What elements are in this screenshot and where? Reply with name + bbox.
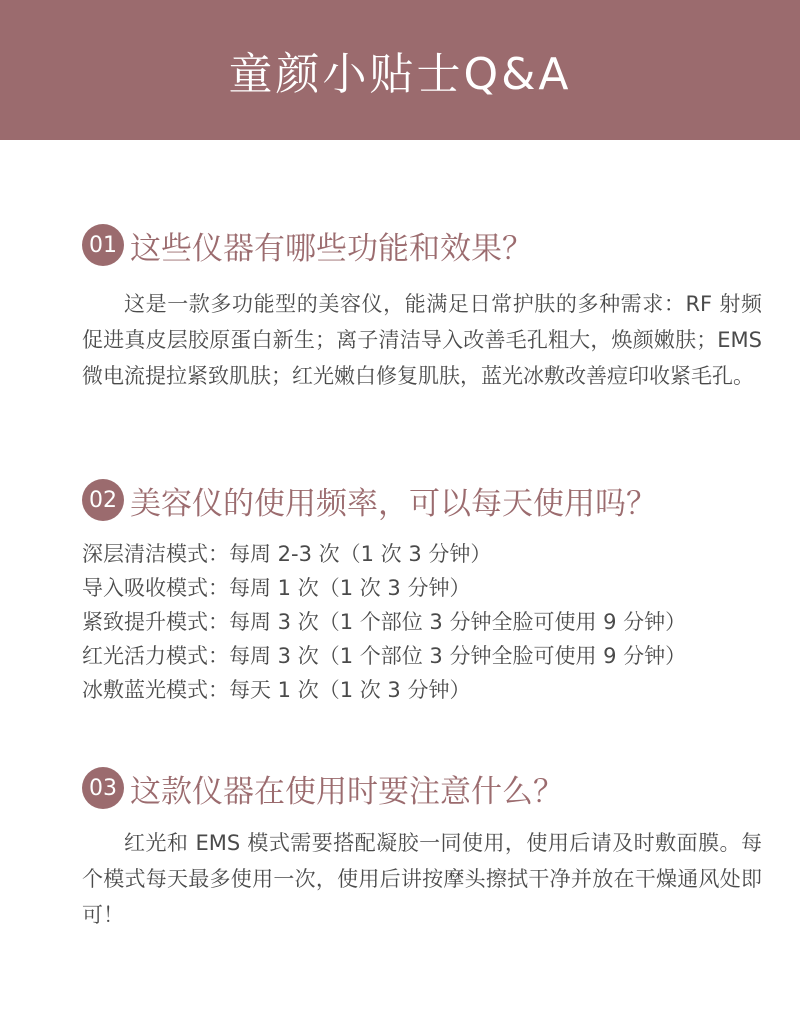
header-banner xyxy=(0,0,800,140)
list-item: 深层清洁模式：每周 2-3 次（1 次 3 分钟） xyxy=(82,542,492,566)
page-title: 童颜小贴士Q&A xyxy=(228,49,572,100)
question-row xyxy=(82,222,762,268)
question-title: 美容仪的使用频率，可以每天使用吗？ xyxy=(130,485,657,522)
qa-section-2 xyxy=(82,477,762,707)
list-item: 红光活力模式：每周 3 次（1 个部位 3 分钟全脸可使用 9 分钟） xyxy=(82,644,687,668)
qa-section-1 xyxy=(82,222,762,394)
question-number-badge: 01 xyxy=(82,224,124,266)
answer-paragraph: 这是一款多功能型的美容仪，能满足日常护肤的多种需求：RF 射频促进真皮层胶原蛋白新生；离子清洁导入改善毛孔粗大，焕颜嫩肤；EMS 微电流提拉紧致肌肤；红光嫩白修复肌肤，蓝光冰敷改善痘印收紧毛孔。 xyxy=(82,292,762,388)
answer-paragraph: 红光和 EMS 模式需要搭配凝胶一同使用，使用后请及时敷面膜。每个模式每天最多使用一次，使用后讲按摩头擦拭干净并放在干燥通风处即可！ xyxy=(82,831,762,927)
list-item: 导入吸收模式：每周 1 次（1 次 3 分钟） xyxy=(82,576,471,600)
list-item: 冰敷蓝光模式：每天 1 次（1 次 3 分钟） xyxy=(82,678,471,702)
usage-frequency-list xyxy=(82,537,762,707)
list-item: 紧致提升模式：每周 3 次（1 个部位 3 分钟全脸可使用 9 分钟） xyxy=(82,610,687,634)
question-title: 这款仪器在使用时要注意什么？ xyxy=(130,773,564,810)
question-row xyxy=(82,477,762,523)
question-row xyxy=(82,765,762,811)
question-title: 这些仪器有哪些功能和效果？ xyxy=(130,230,533,267)
qa-section-3 xyxy=(82,765,762,933)
question-number-badge: 03 xyxy=(82,767,124,809)
question-number-badge: 02 xyxy=(82,479,124,521)
